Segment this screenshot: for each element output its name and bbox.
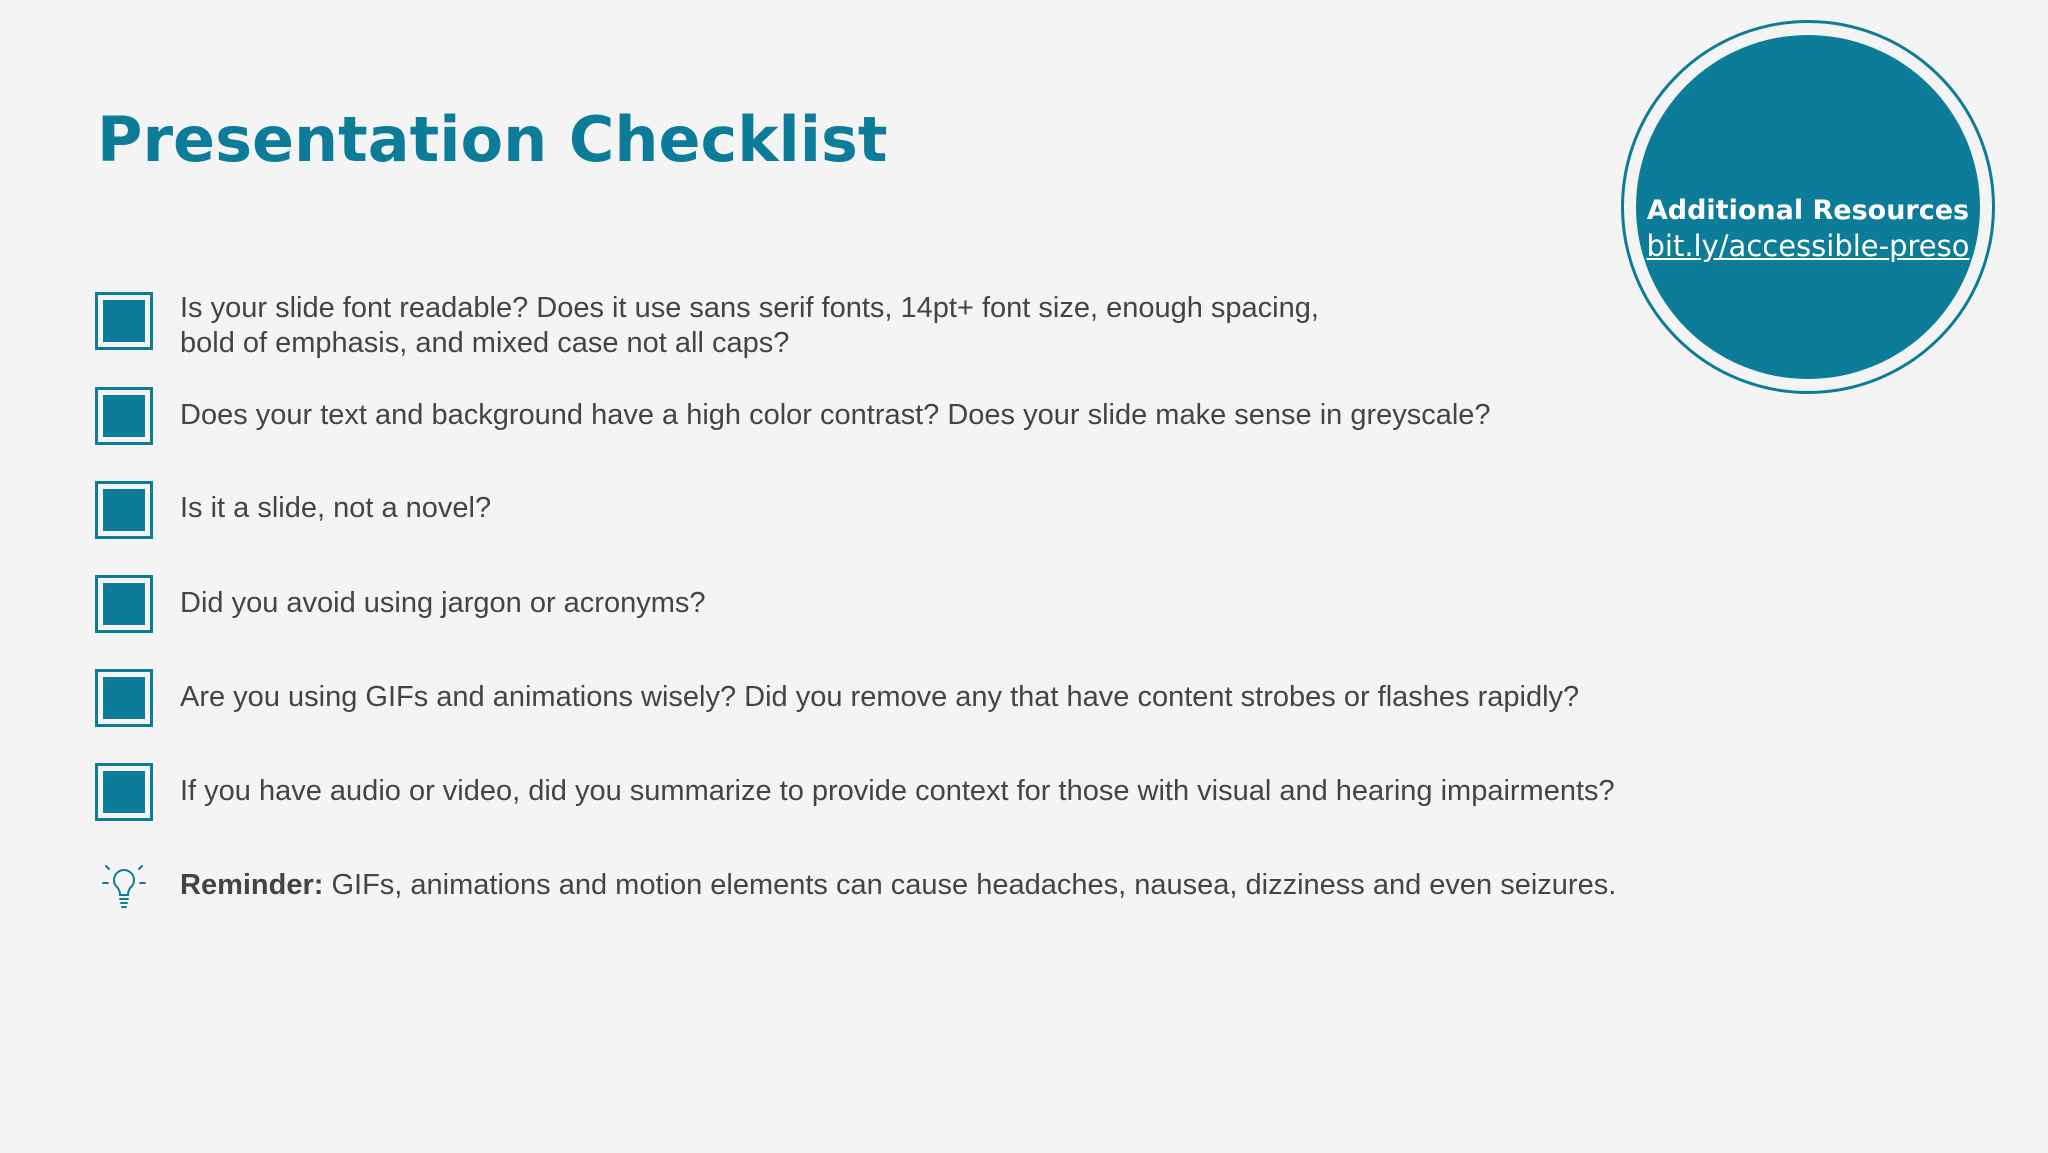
page-title: Presentation Checklist [97,103,888,176]
reminder-text [180,868,1616,903]
checklist-item-font [95,292,1895,382]
reminder-label: Reminder: [180,869,324,901]
checklist-item-text: If you have audio or video, did you summarize to provide context for those with visual and hearing impairments? [180,775,1615,807]
lightbulb-icon [95,857,153,915]
checkbox-icon[interactable] [95,292,153,350]
checklist-item-text: Are you using GIFs and animations wisely? Did you remove any that have content strobes or flashes rapidly? [180,681,1580,713]
checkbox-icon[interactable] [95,575,153,633]
checkbox-icon[interactable] [95,763,153,821]
checklist-item-text: Is it a slide, not a novel? [180,492,492,524]
checklist-item-text: Did you avoid using jargon or acronyms? [180,587,706,619]
checklist-item-slide-not-novel [95,481,1895,539]
additional-resources-link[interactable]: bit.ly/accessible-preso [1646,229,1970,263]
checkbox-icon[interactable] [95,387,153,445]
checklist-item-gifs [95,669,1895,727]
checklist-item-text: Is your slide font readable? Does it use sans serif fonts, 14pt+ font size, enough spacing, [180,292,1319,324]
checkbox-icon[interactable] [95,669,153,727]
checklist-item-jargon [95,575,1895,633]
checkbox-icon[interactable] [95,481,153,539]
additional-resources-heading: Additional Resources [1646,195,1970,226]
reminder [95,857,1895,915]
checklist-item-contrast [95,387,1895,445]
checklist-item-audio-video [95,763,1895,821]
reminder-body: GIFs, animations and motion elements can cause headaches, nausea, dizziness and even seizures. [323,869,1617,901]
checklist-item-text: Does your text and background have a high color contrast? Does your slide make sense in greyscale? [180,399,1491,431]
checklist-item-text: bold of emphasis, and mixed case not all caps? [180,327,790,359]
